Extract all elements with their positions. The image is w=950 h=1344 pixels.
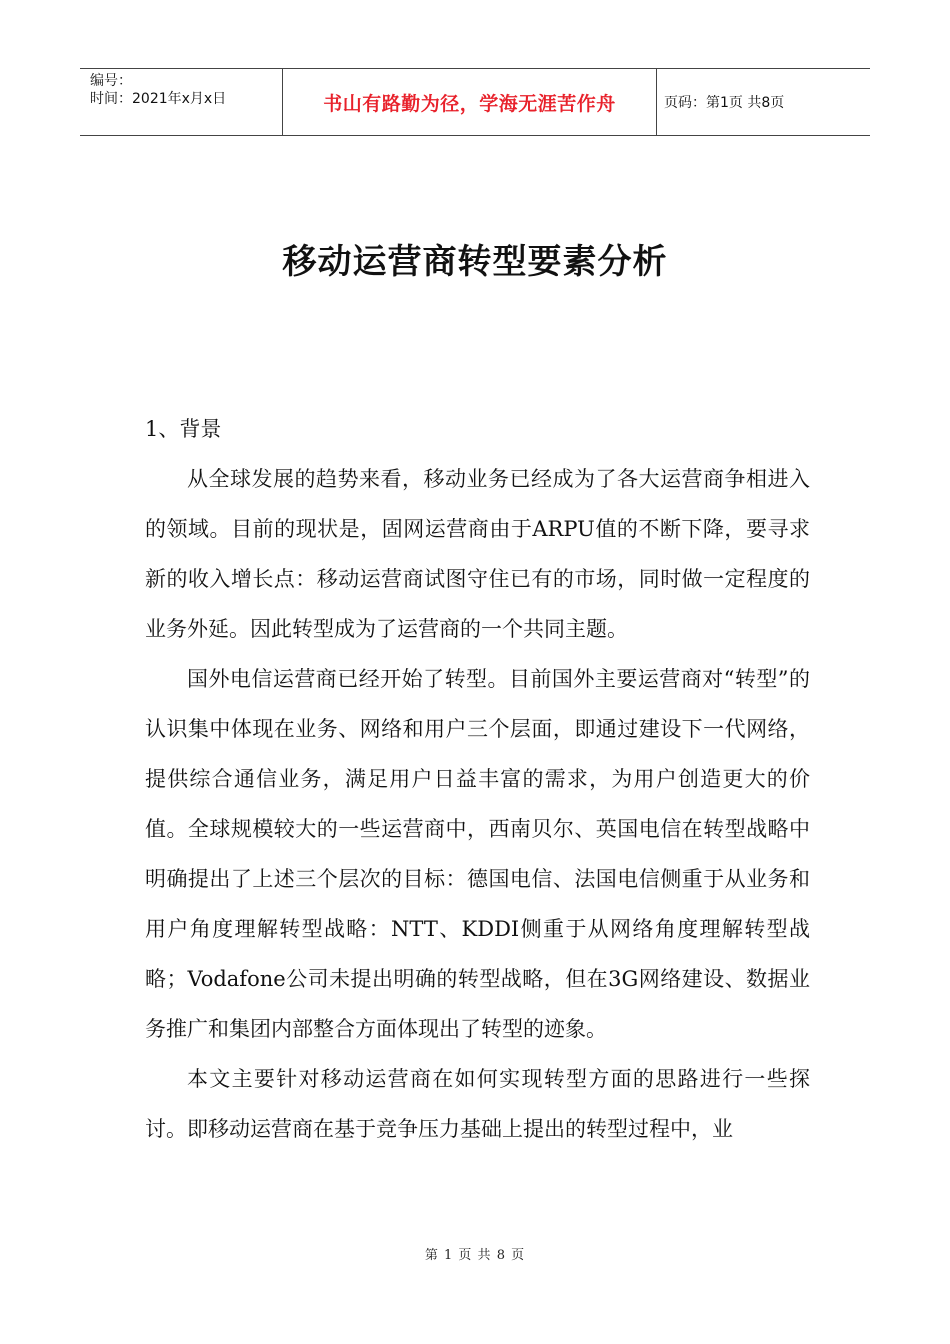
document-title: 移动运营商转型要素分析 (282, 242, 668, 282)
time-label: 时间：2021年x月x日 (90, 91, 227, 107)
paragraph-1: 从全球发展的趋势来看，移动业务已经成为了各大运营商争相进入的领域。目前的现状是，固网运营商由于ARPU值的不断下降，要寻求新的收入增长点：移动运营商试图守住已有的市场，同时做一定程度的业务外延。因此转型成为了运营商的一个共同主题。 (145, 467, 810, 641)
header-meta (80, 69, 282, 135)
section-heading: 1、背景 (145, 417, 222, 441)
number-label: 编号： (90, 73, 132, 89)
document-header (80, 68, 870, 136)
document-body (145, 404, 810, 1154)
header-motto: 书山有路勤为径，学海无涯苦作舟 (282, 69, 657, 135)
page-footer: 第 1 页 共 8 页 (424, 1248, 526, 1263)
paragraph-2: 国外电信运营商已经开始了转型。目前国外主要运营商对“转型”的认识集中体现在业务、网络和用户三个层面，即通过建设下一代网络，提供综合通信业务，满足用户日益丰富的需求，为用户创造更大的价值。全球规模较大的一些运营商中，西南贝尔、英国电信在转型战略中明确提出了上述三个层次的目标：德国电信、法国电信侧重于从业务和用户角度理解转型战略：NTT、KDDI侧重于从网络角度理解转型战略；Vodafone公司未提出明确的转型战略，但在3G网络建设、数据业务推广和集团内部整合方面体现出了转型的迹象。 (145, 667, 810, 1041)
paragraph-3: 本文主要针对移动运营商在如何实现转型方面的思路进行一些探讨。即移动运营商在基于竞争压力基础上提出的转型过程中，业 (145, 1067, 810, 1141)
header-page-code: 页码：第1页 共8页 (664, 95, 785, 111)
